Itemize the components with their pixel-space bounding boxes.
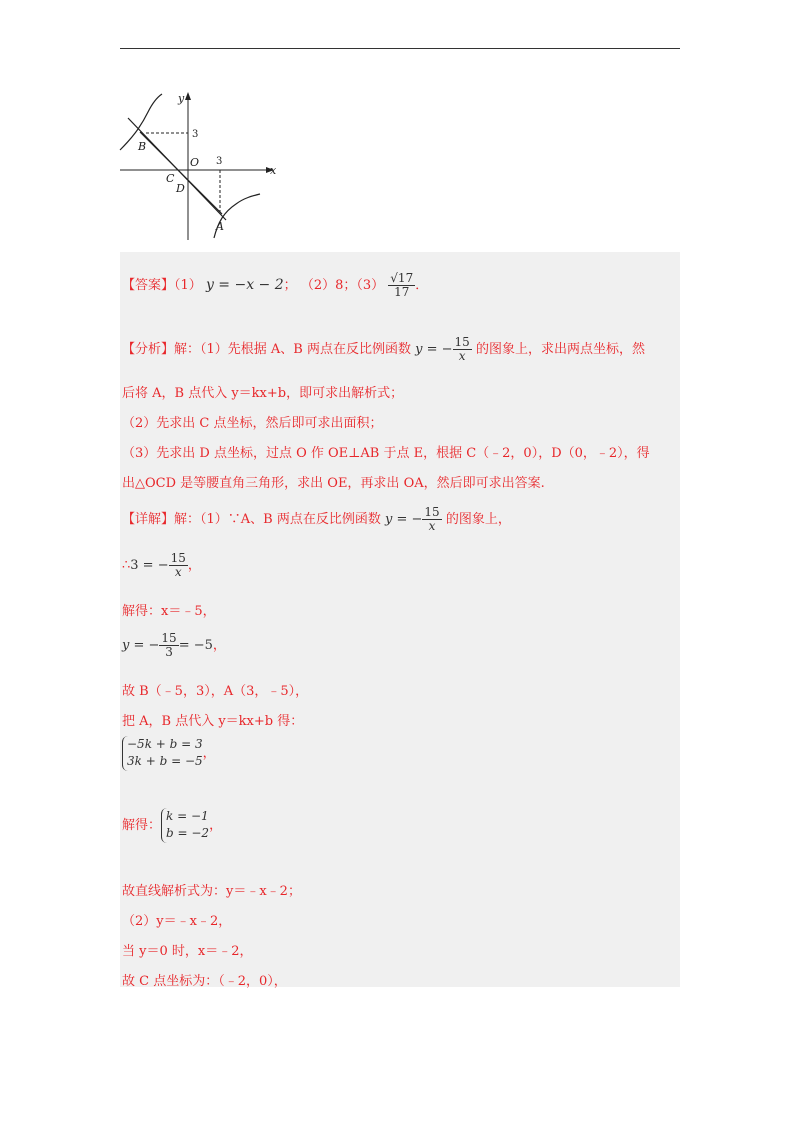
tick-y-3: 3 <box>192 129 199 140</box>
answer-part1-prefix: （1） <box>174 278 202 294</box>
point-a-label: A <box>216 220 224 233</box>
detail-eq2-denominator: x <box>174 565 182 580</box>
origin-label: O <box>190 156 200 169</box>
detail-func-fraction <box>422 506 441 533</box>
tick-x-3: 3 <box>216 156 223 167</box>
y-axis-arrow-icon <box>185 92 191 100</box>
system1-row2: 3k + b = −5 <box>127 754 203 769</box>
therefore-symbol: ∴ <box>122 558 131 574</box>
system1-row1: −5k + b = 3 <box>127 737 203 751</box>
answer-part3-fraction <box>388 272 415 299</box>
solve-label: 解得： <box>122 817 162 833</box>
system2-end: ， <box>209 817 223 833</box>
detail-func-numerator: 15 <box>424 505 440 519</box>
x-axis-label: x <box>270 164 277 177</box>
detail-eq4-denominator: 3 <box>165 645 173 660</box>
analysis-func-fraction <box>453 336 472 363</box>
answer-end: ． <box>415 278 429 294</box>
analysis-tag: 【分析】 <box>122 342 175 358</box>
system2-row1: k = −1 <box>166 809 209 823</box>
analysis-func-denominator: x <box>458 349 466 364</box>
detail-eq4-lhs: y = − <box>122 638 160 654</box>
answer-line <box>122 272 428 299</box>
detail-text-1b: 的图象上， <box>445 512 511 528</box>
analysis-func-lhs: y = − <box>415 342 453 358</box>
detail-line-10: （2）y＝﹣x﹣2， <box>122 914 232 929</box>
detail-func-lhs: y = − <box>385 512 423 528</box>
detail-line-6: 把 A，B 点代入 y＝kx+b 得： <box>122 714 304 729</box>
answer-part1-sep: ； <box>283 278 297 294</box>
detail-line-2 <box>122 552 201 579</box>
detail-line-3: 解得：x＝﹣5， <box>122 604 216 619</box>
detail-eq4-numerator: 15 <box>161 631 177 645</box>
point-b-label: B <box>138 140 147 153</box>
answer-tag: 【答案】 <box>122 278 175 294</box>
detail-func-denominator: x <box>428 519 436 534</box>
system1-end: ， <box>202 745 216 761</box>
analysis-line-3: （2）先求出 C 点坐标，然后即可求出面积； <box>122 416 383 431</box>
detail-eq2-numerator: 15 <box>170 551 186 565</box>
analysis-text-1a: 解：（1）先根据 A、B 两点在反比例函数 <box>174 342 411 358</box>
point-d-label: D <box>176 182 185 195</box>
detail-line-4 <box>122 632 226 659</box>
function-graph-figure <box>118 90 278 242</box>
line-oa <box>140 132 222 214</box>
detail-line-11: 当 y＝0 时，x＝﹣2， <box>122 944 253 959</box>
detail-line-12: 故 C 点坐标为：（﹣2，0）， <box>122 974 287 989</box>
analysis-line-4: （3）先求出 D 点坐标，过点 O 作 OE⊥AB 于点 E，根据 C（﹣2，0），D（0，﹣2），得 <box>122 446 650 461</box>
point-c-label: C <box>166 172 175 185</box>
header-rule <box>120 48 680 49</box>
analysis-line-5: 出△OCD 是等腰直角三角形，求出 OE，再求出 OA，然后即可求出答案. <box>122 476 545 491</box>
analysis-line-1 <box>122 336 645 363</box>
detail-system-1 <box>122 736 216 771</box>
answer-part3-denominator: 17 <box>394 285 410 300</box>
detail-tag: 【详解】 <box>122 512 175 528</box>
detail-text-1a: 解：（1）∵A、B 两点在反比例函数 <box>174 512 381 528</box>
analysis-line-2: 后将 A，B 点代入 y＝kx+b，即可求出解析式； <box>122 386 404 401</box>
detail-eq4-end: ， <box>212 638 226 654</box>
analysis-func-numerator: 15 <box>454 335 470 349</box>
detail-line-1 <box>122 506 511 533</box>
detail-line-9: 故直线解析式为：y＝﹣x﹣2； <box>122 884 301 899</box>
y-axis-label: y <box>178 92 185 105</box>
equation-system-2 <box>161 808 209 843</box>
detail-eq4-rhs: = −5 <box>178 638 213 654</box>
equation-system-1 <box>122 736 203 771</box>
detail-eq4-fraction <box>159 632 178 659</box>
answer-part3-numerator: √17 <box>390 271 414 285</box>
detail-eq2-end: ， <box>187 558 201 574</box>
answer-part1-expr: y = −x − 2 <box>205 277 284 294</box>
detail-eq2-fraction <box>169 552 188 579</box>
answer-part2: （2）8；（3） <box>300 278 385 294</box>
analysis-text-1b: 的图象上，求出两点坐标，然 <box>475 342 645 358</box>
system2-row2: b = −2 <box>166 826 210 841</box>
detail-line-5: 故 B（﹣5，3），A（3，﹣5）， <box>122 684 309 699</box>
detail-eq2-lhs: 3 = − <box>130 558 169 574</box>
detail-system-2 <box>122 808 222 843</box>
